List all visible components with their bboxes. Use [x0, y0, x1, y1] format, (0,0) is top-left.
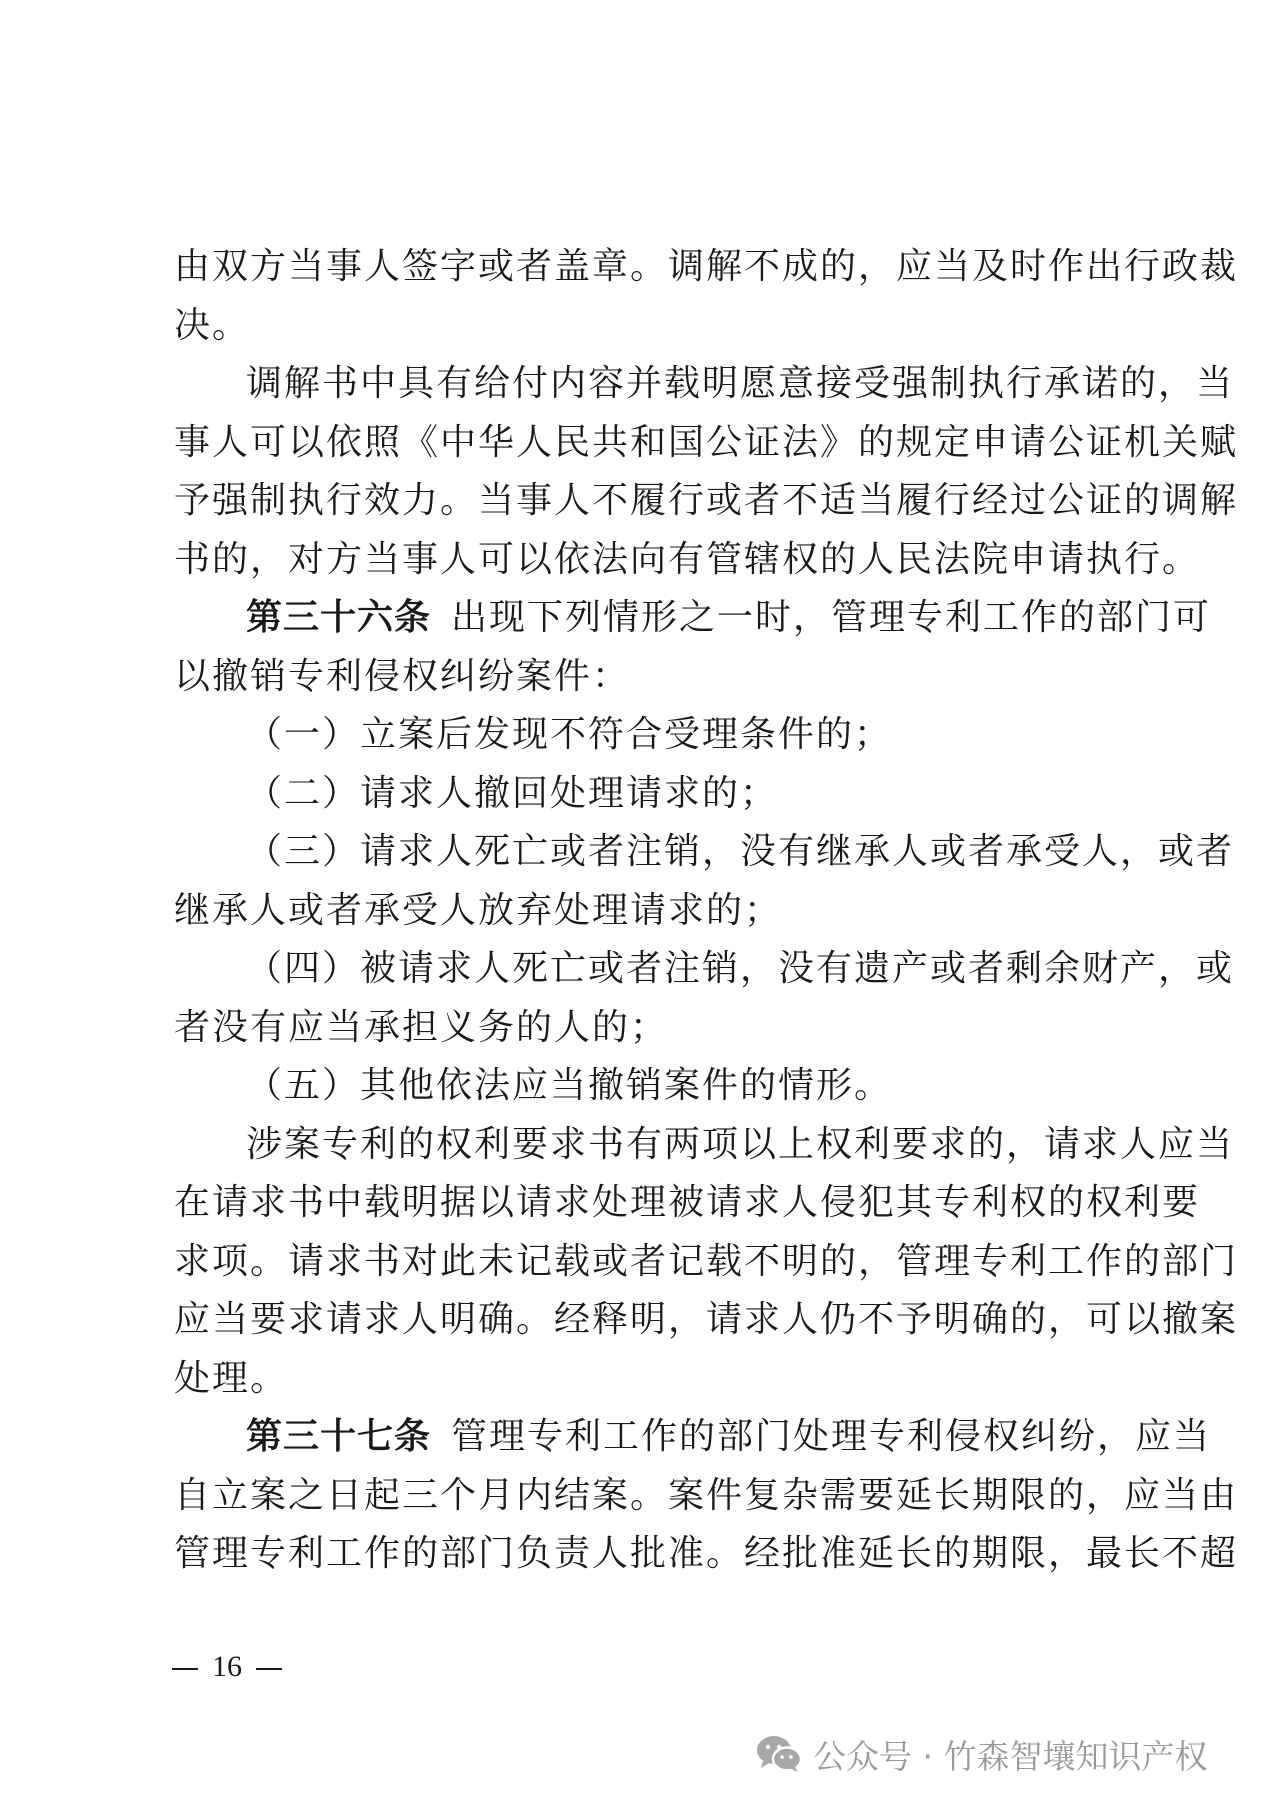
text-line	[174, 765, 1124, 824]
article-heading: 第三十七条	[246, 1416, 432, 1457]
line-text: （二）请求人撤回处理请求的；	[246, 772, 779, 814]
text-line	[174, 414, 1239, 473]
text-line	[174, 1116, 1235, 1175]
page-number-dash-left	[172, 1668, 198, 1670]
line-text: 求项。请求书对此未记载或者记载不明的，管理专利工作的部门	[174, 1240, 1239, 1282]
text-line	[174, 531, 1201, 590]
line-text: 以撤销专利侵权纠纷案件：	[174, 655, 631, 697]
text-line	[174, 297, 1124, 356]
line-text: 由双方当事人签字或者盖章。调解不成的，应当及时作出行政裁	[174, 246, 1239, 287]
text-line	[174, 238, 1239, 297]
text-line	[174, 1350, 1124, 1409]
line-text: 出现下列情形之一时，管理专利工作的部门可	[451, 597, 1212, 638]
line-text: 事人可以依照《中华人民共和国公证法》的规定申请公证机关赋	[174, 421, 1239, 463]
line-text: 处理。	[174, 1357, 289, 1399]
article-heading: 第三十六条	[246, 597, 432, 638]
line-text: 者没有应当承担义务的人的；	[174, 1006, 669, 1048]
line-text: 予强制执行效力。当事人不履行或者不适当履行经过公证的调解	[174, 480, 1239, 521]
line-text: 调解书中具有给付内容并载明愿意接受强制执行承诺的，当	[246, 363, 1235, 404]
line-text: 在请求书中载明据以请求处理被请求人侵犯其专利权的权利要	[174, 1182, 1201, 1223]
line-text: 书的，对方当事人可以依法向有管辖权的人民法院申请执行。	[174, 538, 1201, 580]
text-line	[174, 1057, 1124, 1116]
watermark-text: 公众号 · 竹森智壤知识产权	[813, 1736, 1208, 1776]
line-text: 应当要求请求人明确。经释明，请求人仍不予明确的，可以撤案	[174, 1299, 1239, 1340]
line-text: 自立案之日起三个月内结案。案件复杂需要延长期限的，应当由	[174, 1474, 1239, 1516]
text-line	[174, 1467, 1239, 1526]
line-text: （四）被请求人死亡或者注销，没有遗产或者剩余财产，或	[246, 948, 1235, 989]
text-line	[174, 589, 1212, 648]
page-number-value: 16	[212, 1650, 242, 1683]
text-line	[174, 1233, 1239, 1292]
text-line	[174, 1174, 1201, 1233]
text-line	[174, 706, 1124, 765]
wechat-icon	[755, 1734, 803, 1774]
line-text: 管理专利工作的部门负责人批准。经批准延长的期限，最长不超	[174, 1533, 1239, 1574]
text-line	[174, 823, 1235, 882]
text-line	[174, 355, 1235, 414]
document-body	[174, 238, 1239, 1584]
page-number	[172, 1650, 296, 1684]
text-line	[174, 648, 1124, 707]
line-text: （五）其他依法应当撤销案件的情形。	[246, 1065, 893, 1106]
watermark	[755, 1729, 1207, 1779]
line-text: 决。	[174, 304, 251, 346]
text-line	[174, 999, 1124, 1058]
page-number-dash-right	[256, 1668, 282, 1670]
text-line	[174, 1291, 1239, 1350]
text-line	[174, 1408, 1212, 1467]
line-text: （一）立案后发现不符合受理条件的；	[246, 714, 893, 755]
line-text: （三）请求人死亡或者注销，没有继承人或者承受人，或者	[246, 831, 1235, 872]
text-line	[174, 472, 1239, 531]
text-line	[174, 940, 1235, 999]
line-text: 继承人或者承受人放弃处理请求的；	[174, 889, 783, 931]
line-text: 管理专利工作的部门处理专利侵权纠纷，应当	[451, 1416, 1212, 1457]
text-line	[174, 1525, 1239, 1584]
text-line	[174, 882, 1124, 941]
line-text: 涉案专利的权利要求书有两项以上权利要求的，请求人应当	[246, 1123, 1235, 1165]
